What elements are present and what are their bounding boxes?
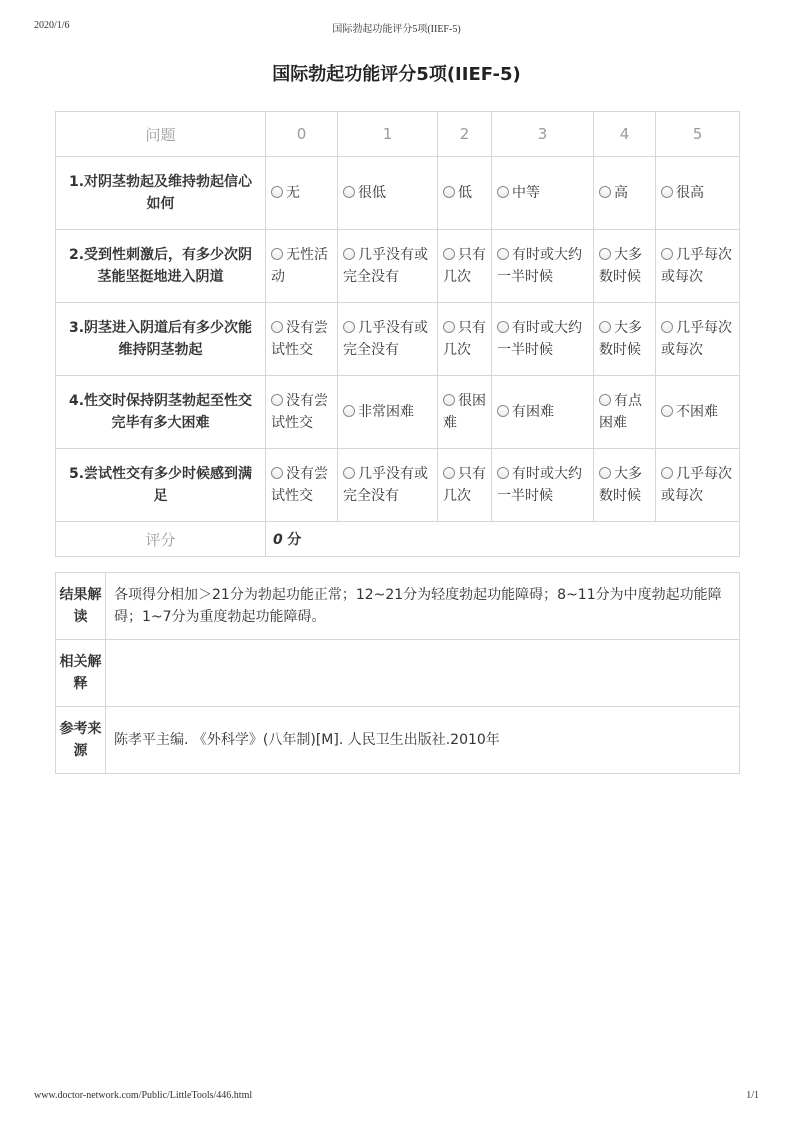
option-cell[interactable] (656, 376, 740, 449)
result-label: 结果解读 (56, 573, 106, 640)
option-cell[interactable] (656, 303, 740, 376)
option-cell[interactable] (594, 157, 656, 230)
reference-row (56, 707, 740, 774)
option-cell[interactable] (492, 230, 594, 303)
option-cell[interactable] (438, 303, 492, 376)
score-row (56, 522, 740, 557)
result-row (56, 573, 740, 640)
score-unit: 分 (287, 532, 302, 548)
radio-icon[interactable] (443, 321, 455, 333)
option-cell[interactable] (338, 303, 438, 376)
option-label: 大多数时候 (599, 466, 642, 504)
option-label: 有时或大约一半时候 (497, 247, 582, 285)
option-label: 中等 (512, 185, 540, 201)
info-table (55, 572, 740, 774)
option-label: 无 (286, 185, 300, 201)
option-cell[interactable] (438, 449, 492, 522)
option-cell[interactable] (438, 157, 492, 230)
option-cell[interactable] (656, 157, 740, 230)
table-row (56, 303, 740, 376)
table-row (56, 376, 740, 449)
radio-icon[interactable] (443, 186, 455, 198)
header-score-5: 5 (656, 112, 740, 157)
option-label: 很高 (676, 185, 704, 201)
print-header (34, 20, 759, 36)
radio-icon[interactable] (599, 186, 611, 198)
table-row (56, 449, 740, 522)
radio-icon[interactable] (443, 467, 455, 479)
radio-icon[interactable] (599, 321, 611, 333)
option-label: 有时或大约一半时候 (497, 466, 582, 504)
option-cell[interactable] (656, 449, 740, 522)
radio-icon[interactable] (443, 394, 455, 406)
option-cell[interactable] (594, 376, 656, 449)
option-cell[interactable] (266, 157, 338, 230)
radio-icon[interactable] (343, 248, 355, 260)
radio-icon[interactable] (599, 394, 611, 406)
option-label: 很困难 (443, 393, 486, 431)
table-row (56, 230, 740, 303)
option-cell[interactable] (338, 449, 438, 522)
print-doc-title: 国际勃起功能评分5项(IIEF-5) (332, 24, 461, 35)
radio-icon[interactable] (271, 186, 283, 198)
header-score-3: 3 (492, 112, 594, 157)
print-footer (34, 1090, 759, 1106)
question-text: 2.受到性刺激后，有多少次阴茎能坚挺地进入阴道 (56, 230, 266, 303)
option-cell[interactable] (266, 449, 338, 522)
option-label: 很低 (358, 185, 386, 201)
result-text: 各项得分相加＞21分为勃起功能正常；12~21分为轻度勃起功能障碍；8~11分为中度勃起功能障碍；1~7分为重度勃起功能障碍。 (106, 573, 740, 640)
question-text: 5.尝试性交有多少时候感到满足 (56, 449, 266, 522)
header-score-2: 2 (438, 112, 492, 157)
radio-icon[interactable] (661, 248, 673, 260)
print-date: 2020/1/6 (34, 20, 70, 31)
header-score-0: 0 (266, 112, 338, 157)
radio-icon[interactable] (343, 186, 355, 198)
header-question: 问题 (56, 112, 266, 157)
table-header-row (56, 112, 740, 157)
question-text: 4.性交时保持阴茎勃起至性交完毕有多大困难 (56, 376, 266, 449)
option-label: 有时或大约一半时候 (497, 320, 582, 358)
radio-icon[interactable] (497, 186, 509, 198)
option-cell[interactable] (492, 376, 594, 449)
iief5-score-table (55, 111, 740, 557)
option-label: 几乎每次或每次 (661, 466, 732, 504)
related-text (106, 640, 740, 707)
option-label: 没有尝试性交 (271, 393, 328, 431)
radio-icon[interactable] (497, 248, 509, 260)
option-label: 没有尝试性交 (271, 466, 328, 504)
radio-icon[interactable] (497, 405, 509, 417)
radio-icon[interactable] (343, 467, 355, 479)
radio-icon[interactable] (343, 405, 355, 417)
radio-icon[interactable] (661, 467, 673, 479)
radio-icon[interactable] (599, 467, 611, 479)
option-cell[interactable] (594, 230, 656, 303)
option-cell[interactable] (338, 376, 438, 449)
table-row (56, 157, 740, 230)
option-label: 有点困难 (599, 393, 642, 431)
option-label: 只有几次 (443, 247, 486, 285)
option-label: 大多数时候 (599, 247, 642, 285)
radio-icon[interactable] (271, 321, 283, 333)
option-cell[interactable] (594, 449, 656, 522)
reference-text: 陈孝平主编. 《外科学》(八年制)[M]. 人民卫生出版社.2010年 (106, 707, 740, 774)
radio-icon[interactable] (661, 405, 673, 417)
reference-label: 参考来源 (56, 707, 106, 774)
radio-icon[interactable] (661, 186, 673, 198)
related-row (56, 640, 740, 707)
option-label: 高 (614, 185, 628, 201)
radio-icon[interactable] (271, 467, 283, 479)
option-label: 几乎每次或每次 (661, 320, 732, 358)
option-cell[interactable] (492, 303, 594, 376)
option-label: 大多数时候 (599, 320, 642, 358)
print-page-number: 1/1 (746, 1090, 759, 1101)
score-value-cell (266, 522, 740, 557)
option-label: 只有几次 (443, 320, 486, 358)
option-label: 没有尝试性交 (271, 320, 328, 358)
option-label: 几乎没有或完全没有 (343, 320, 428, 358)
radio-icon[interactable] (497, 467, 509, 479)
option-label: 几乎每次或每次 (661, 247, 732, 285)
radio-icon[interactable] (271, 248, 283, 260)
option-cell[interactable] (594, 303, 656, 376)
header-score-1: 1 (338, 112, 438, 157)
question-text: 3.阴茎进入阴道后有多少次能维持阴茎勃起 (56, 303, 266, 376)
option-cell[interactable] (266, 376, 338, 449)
option-cell[interactable] (266, 230, 338, 303)
option-label: 不困难 (676, 404, 718, 420)
question-text: 1.对阴茎勃起及维持勃起信心如何 (56, 157, 266, 230)
radio-icon[interactable] (599, 248, 611, 260)
header-score-4: 4 (594, 112, 656, 157)
related-label: 相关解释 (56, 640, 106, 707)
score-value: 0 (273, 532, 283, 548)
option-cell[interactable] (438, 230, 492, 303)
option-label: 几乎没有或完全没有 (343, 247, 428, 285)
option-cell[interactable] (656, 230, 740, 303)
option-cell[interactable] (438, 376, 492, 449)
print-url: www.doctor-network.com/Public/LittleTools/446.html (34, 1090, 253, 1101)
option-label: 低 (458, 185, 472, 201)
radio-icon[interactable] (443, 248, 455, 260)
option-cell[interactable] (266, 303, 338, 376)
page-title: 国际勃起功能评分5项(IIEF-5) (272, 64, 521, 85)
option-label: 无性活动 (271, 247, 328, 285)
score-label: 评分 (56, 522, 266, 557)
radio-icon[interactable] (343, 321, 355, 333)
radio-icon[interactable] (497, 321, 509, 333)
option-cell[interactable] (338, 230, 438, 303)
option-cell[interactable] (492, 449, 594, 522)
option-label: 有困难 (512, 404, 554, 420)
option-label: 几乎没有或完全没有 (343, 466, 428, 504)
option-label: 非常困难 (358, 404, 414, 420)
option-cell[interactable] (338, 157, 438, 230)
option-cell[interactable] (492, 157, 594, 230)
option-label: 只有几次 (443, 466, 486, 504)
radio-icon[interactable] (661, 321, 673, 333)
radio-icon[interactable] (271, 394, 283, 406)
